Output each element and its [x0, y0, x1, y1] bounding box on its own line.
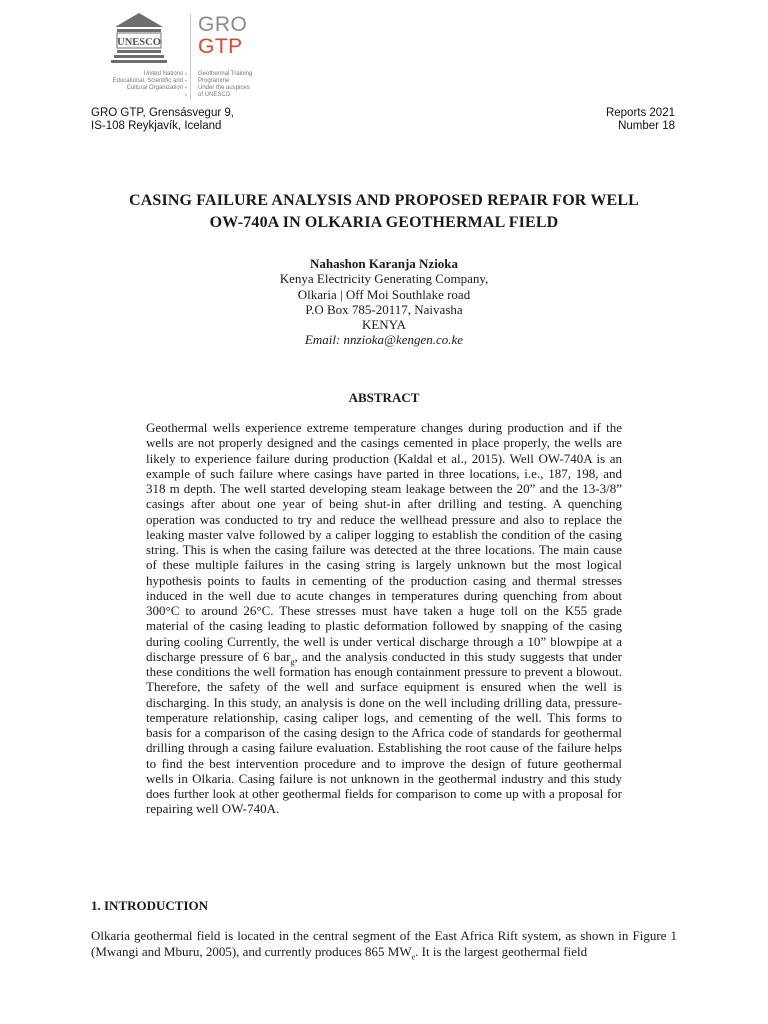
unesco-temple-icon — [111, 10, 167, 66]
introduction-paragraph: Olkaria geothermal field is located in the central segment of the East Africa Rift system, as shown in Figure 1 (Mwangi and Mburu, 2005), and currently produces 865 $MW_e$. It is the largest geothermal field — [91, 928, 677, 962]
unesco-wordmark: UNESCO — [117, 37, 161, 48]
logo-divider — [190, 14, 191, 100]
gro-gtp-unesco-logo — [91, 8, 273, 104]
author-name: Nahashon Karanja Nzioka — [309, 256, 459, 271]
report-year: Reports 2021 — [605, 107, 675, 119]
gtp-wordmark: GTP — [198, 35, 243, 58]
report-info — [606, 107, 675, 133]
unesco-emblem — [91, 8, 183, 104]
author-address-line: P.O Box 785-20117, Naivasha — [305, 301, 463, 317]
abstract-text: Geothermal wells experience extreme temperature changes during production and if the wells are not properly designed and the casings cemented in place properly, the wells are likely to experience failure during production (Kaldal et al., 2015). Well OW-740A is an example of such failure where casings have parted in three locations, i.e., 187, 198, and 318 m depth. The well started developing steam leakage between the 20” and the 13-3/8” casings after about one year of being shut-in after drilling and testing. A quenching operation was conducted to try and reduce the wellhead pressure and also to replace the leaking master valve followed by a caliper logging to establish the condition of the casing string. This is when the casing failure was detected at the three locations. The main cause of these multiple failures in the casing string is largely unknown but the most logical hypothesis points to faults in cementing of the production casing and thermal stresses induced in the well due to acute changes in temperatures during quenching from about 300°C to around 26°C. These stresses must have taken a huge toll on the K55 grade material of the casing leading to plastic deformation followed by snapping of the casing during cooling Currently, the well is under vertical discharge through a 10” blowpipe at a discharge pressure of 6 bar$_g$, and the analysis conducted in this study suggests that under these conditions the well formation has enough containment pressure to prevent a blowout. Therefore, the safety of the well and surface equipment is ensured when the well is discharging. In this study, an analysis is done on the well including drilling data, pressure-temperature relationship, casing caliper logs, and cementing of the well. This forms to basis for a comparison of the casing design to the Africa code of standards for geothermal drilling through a casing failure evaluation. Establishing the root cause of the failure helps to find the best intervention procedure and to improve the design of future geothermal wells in Olkaria. Casing failure is not unknown in the geothermal industry and this study does further look at other geothermal fields for comparison to come up with a proposal for repairing well OW-740A. — [146, 420, 622, 817]
section-heading-introduction: 1. INTRODUCTION — [91, 898, 209, 913]
gtp-caption: Geothermal Training Programme Under the auspices of UNESCO — [198, 71, 253, 98]
author-organization: Kenya Electricity Generating Company, — [279, 271, 489, 287]
address-line: IS-108 Reykjavík, Iceland — [91, 120, 222, 132]
author-country: KENYA — [361, 317, 407, 333]
abstract-heading: ABSTRACT — [348, 390, 420, 405]
paper-title: CASING FAILURE ANALYSIS AND PROPOSED REPAIR FOR WELL OW-740A IN OLKARIA GEOTHERMAL FIELD — [129, 192, 639, 231]
report-number: Number 18 — [618, 120, 675, 132]
author-affiliation — [134, 256, 634, 348]
address-line: GRO GTP, Grensásvegur 9, — [91, 107, 234, 119]
logo-dot-separators: • • • • — [185, 72, 188, 99]
author-address-line: Olkaria | Off Moi Southlake road — [297, 286, 471, 302]
institution-address — [91, 107, 234, 133]
author-email: Email: nnzioka@kengen.co.ke — [304, 332, 464, 348]
unesco-caption: United Nations Educational, Scientific and Cultural Organization — [112, 71, 183, 91]
gro-wordmark: GRO — [198, 13, 248, 36]
